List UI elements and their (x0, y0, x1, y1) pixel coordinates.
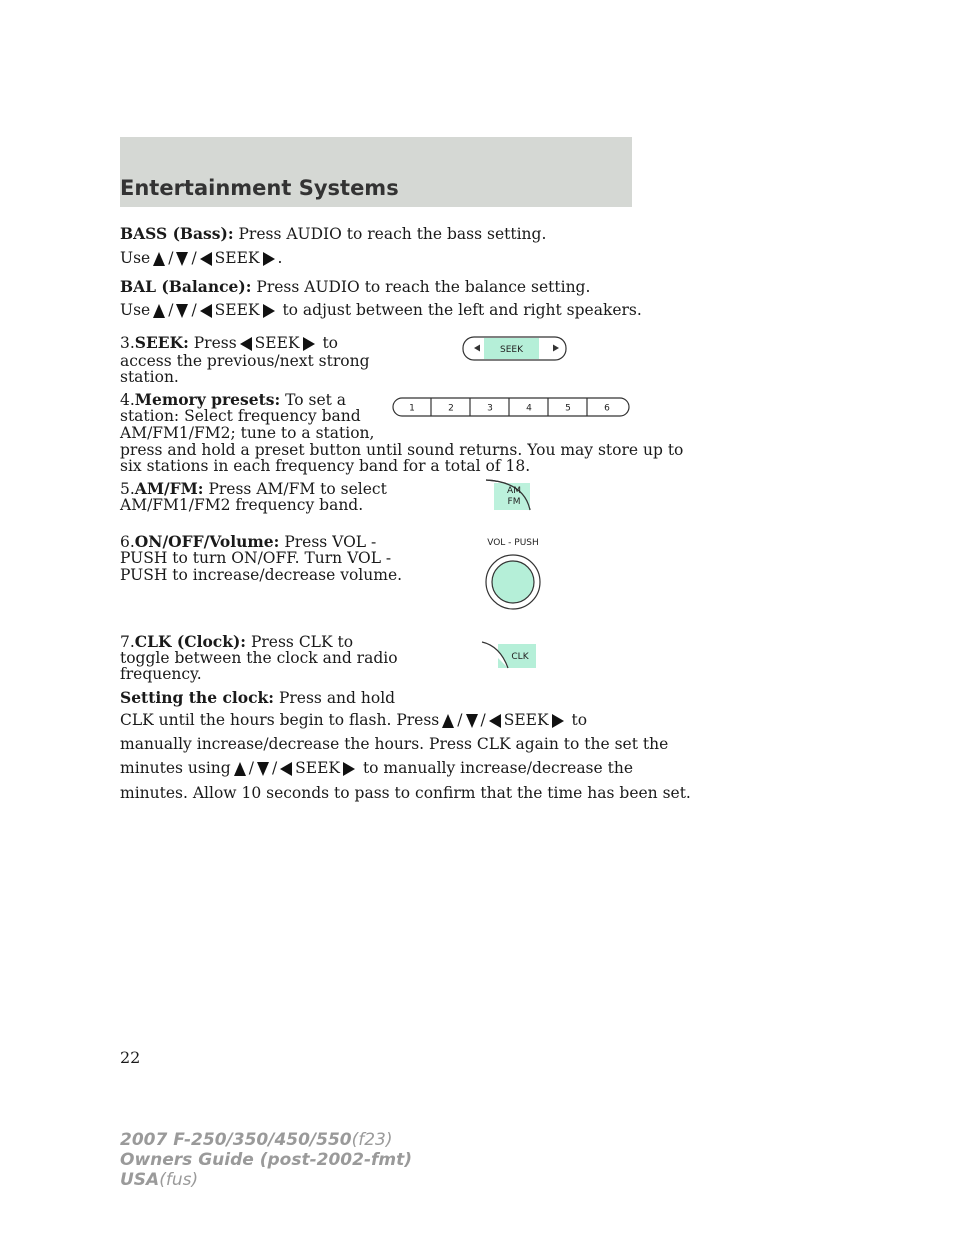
setclock-line5: minutes. Allow 10 seconds to pass to confirm that the time has been set. (120, 784, 691, 802)
setclock-text: CLK until the hours begin to flash. Press (120, 711, 440, 729)
up-arrow-icon (442, 714, 454, 728)
memory-line4: press and hold a preset button until sound returns. You may store up to (120, 441, 684, 459)
footer-model: 2007 F-250/350/450/550 (120, 1130, 352, 1150)
bass-line (120, 224, 546, 244)
footer-line1 (120, 1130, 393, 1150)
volume-knob-figure (470, 534, 560, 614)
seek-right-icon (263, 304, 275, 318)
footer-guide: Owners Guide (post-2002-fmt) (120, 1150, 413, 1170)
onoff-label: ON/OFF/Volume: (134, 532, 280, 551)
seek-item-line3: station. (120, 368, 179, 386)
down-arrow-icon (257, 762, 269, 776)
page-number: 22 (120, 1048, 141, 1067)
preset-5-label: 5 (565, 403, 571, 414)
balance-tail: to adjust between the left and right speakers. (282, 301, 642, 319)
seek-button-figure (462, 335, 568, 363)
seek-right-icon (263, 252, 275, 266)
press-text: Press (193, 334, 237, 352)
seek-right-icon (343, 762, 355, 776)
item-number: 5. (120, 480, 135, 498)
down-arrow-icon (176, 304, 188, 318)
up-arrow-icon (234, 762, 246, 776)
onoff-line2: PUSH to turn ON/OFF. Turn VOL - (120, 549, 392, 567)
am-figure-label: AM (507, 486, 521, 496)
bass-tail: . (277, 249, 283, 267)
bass-label: BASS (Bass): (120, 224, 234, 243)
item-number: 6. (120, 533, 135, 551)
preset-2-label: 2 (448, 403, 454, 414)
setclock-line3: manually increase/decrease the hours. Press CLK again to the set the (120, 735, 669, 753)
footer-line2 (120, 1150, 412, 1170)
footer-line3 (120, 1170, 198, 1190)
down-arrow-icon (176, 252, 188, 266)
seek-left-icon (489, 714, 501, 728)
down-arrow-icon (466, 714, 478, 728)
preset-buttons-figure (392, 396, 632, 418)
slash: / (191, 301, 197, 319)
slash: / (248, 759, 254, 777)
balance-text: Press AUDIO to reach the balance setting. (256, 278, 591, 296)
seek-left-icon (200, 252, 212, 266)
footer-region: USA (120, 1170, 160, 1190)
setclock-label: Setting the clock: (120, 688, 275, 707)
slash: / (191, 249, 197, 267)
amfm-text: Press AM/FM to select (208, 480, 387, 498)
seek-left-icon (200, 304, 212, 318)
vol-figure-label: VOL - PUSH (487, 538, 539, 548)
preset-4-label: 4 (526, 403, 532, 414)
seek-item-line2: access the previous/next strong (120, 352, 370, 370)
clk-line3: frequency. (120, 665, 202, 683)
slash: / (271, 759, 278, 777)
amfm-label: AM/FM: (134, 479, 204, 498)
amfm-button-figure (484, 478, 534, 512)
memory-line3: AM/FM1/FM2; tune to a station, (120, 424, 375, 442)
footer-code: (f23) (351, 1130, 393, 1150)
seek-text: SEEK (254, 334, 300, 352)
balance-line (120, 277, 590, 297)
seek-item-line1 (120, 333, 338, 353)
clk-text: Press CLK to (250, 633, 354, 651)
clk-button-figure (480, 640, 540, 670)
memory-text: To set a (285, 391, 347, 409)
volume-knob-fill (492, 561, 534, 603)
slash: / (168, 249, 174, 267)
item-number: 7. (120, 633, 135, 651)
bass-controls-line (120, 249, 282, 268)
fm-figure-label: FM (507, 497, 521, 507)
preset-6-label: 6 (604, 403, 610, 414)
clk-label: CLK (Clock): (134, 632, 247, 651)
memory-line5: six stations in each frequency band for a total of 18. (120, 457, 531, 475)
seek-text: SEEK (295, 759, 340, 777)
up-arrow-icon (153, 304, 165, 318)
footer-region-code: (fus) (159, 1170, 199, 1190)
up-arrow-icon (153, 252, 165, 266)
balance-controls-line (120, 301, 642, 320)
onoff-text: Press VOL - (284, 533, 377, 551)
memory-line2: station: Select frequency band (120, 407, 361, 425)
preset-1-label: 1 (409, 403, 415, 414)
memory-label: Memory presets: (134, 390, 281, 409)
seek-text: SEEK (214, 249, 260, 267)
seek-left-icon (240, 337, 252, 351)
use-text: Use (120, 249, 151, 267)
setclock-line4 (120, 759, 633, 778)
amfm-line2: AM/FM1/FM2 frequency band. (120, 496, 364, 514)
seek-left-icon (280, 762, 292, 776)
slash: / (457, 711, 463, 729)
setclock-text: minutes using (120, 759, 231, 777)
item-number: 3. (120, 334, 135, 352)
seek-text: SEEK (214, 301, 260, 319)
seek-figure-label: SEEK (500, 345, 523, 355)
seek-label: SEEK: (134, 333, 189, 352)
slash: / (168, 301, 174, 319)
slash: / (480, 711, 486, 729)
seek-right-icon (552, 714, 564, 728)
setclock-text: to manually increase/decrease the (362, 759, 633, 777)
bass-text: Press AUDIO to reach the bass setting. (238, 225, 547, 243)
seek-right-icon (303, 337, 315, 351)
preset-3-label: 3 (487, 403, 493, 414)
setclock-line1 (120, 688, 395, 708)
balance-label: BAL (Balance): (120, 277, 252, 296)
section-title: Entertainment Systems (120, 176, 399, 200)
seek-text: SEEK (503, 711, 549, 729)
use-text: Use (120, 301, 151, 319)
clk-figure-label: CLK (511, 652, 529, 662)
setclock-text: to (571, 711, 588, 729)
setclock-text: Press and hold (278, 689, 396, 707)
to-text: to (322, 334, 338, 352)
setclock-line2 (120, 711, 587, 730)
clk-line2: toggle between the clock and radio (120, 649, 398, 667)
onoff-line3: PUSH to increase/decrease volume. (120, 566, 403, 584)
item-number: 4. (120, 391, 135, 409)
